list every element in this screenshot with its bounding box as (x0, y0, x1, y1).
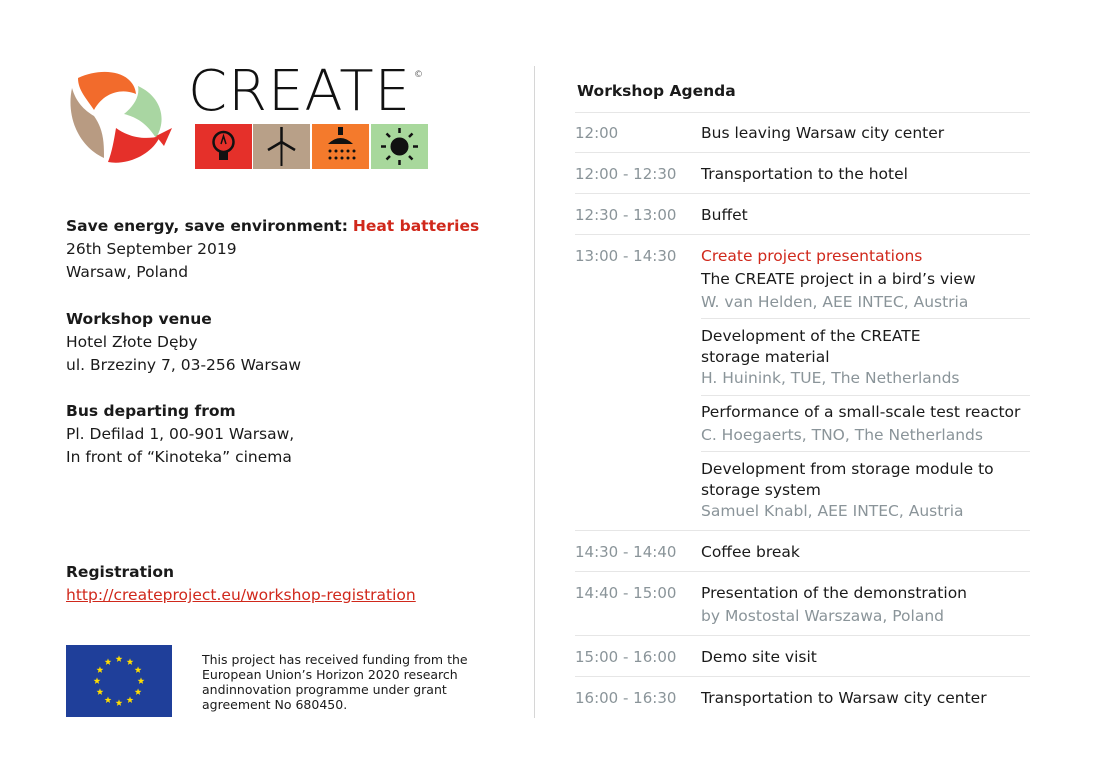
agenda-item-title: Buffet (701, 206, 748, 224)
eu-star (135, 666, 142, 673)
venue-line1: Hotel Złote Dęby (66, 333, 198, 351)
eu-star (138, 677, 145, 684)
registration-link[interactable]: http://createproject.eu/workshop-registration (66, 586, 416, 604)
agenda-time: 14:30 - 14:40 (575, 543, 677, 561)
agenda-rule (575, 152, 1030, 153)
agenda-item-title: Bus leaving Warsaw city center (701, 124, 945, 142)
eu-star (135, 688, 142, 695)
event-info (66, 215, 506, 284)
agenda-item-title: Coffee break (701, 543, 800, 561)
eu-star (105, 696, 112, 703)
venue-line2: ul. Brzeziny 7, 03-256 Warsaw (66, 356, 302, 374)
create-logo-mark (64, 66, 176, 172)
agenda-time: 15:00 - 16:00 (575, 648, 677, 666)
eu-flag (66, 645, 172, 717)
shower-icon (312, 124, 369, 169)
registration-heading: Registration (66, 563, 175, 581)
agenda-rule (575, 676, 1030, 677)
event-title-highlight: Heat batteries (352, 217, 480, 235)
event-date: 26th September 2019 (66, 240, 237, 258)
agenda-rule (575, 530, 1030, 531)
eu-star (97, 666, 104, 673)
column-divider (534, 66, 535, 718)
agenda-rule (575, 234, 1030, 235)
eu-star (127, 696, 134, 703)
agenda-rule (701, 395, 1030, 396)
bus-section (66, 400, 506, 469)
bulb-icon (195, 124, 252, 169)
agenda-time: 16:00 - 16:30 (575, 689, 677, 707)
agenda-rule-1 (575, 112, 1030, 113)
agenda-session-title: Create project presentations (701, 247, 923, 265)
talk-speaker: Samuel Knabl, AEE INTEC, Austria (701, 502, 964, 520)
bus-line2: In front of “Kinoteka” cinema (66, 448, 292, 466)
agenda-item-speaker: by Mostostal Warszawa, Poland (701, 607, 945, 625)
talk-title: Development from storage module to storage system (701, 460, 994, 499)
talk-title: Development of the CREATE storage material (701, 327, 921, 366)
agenda-rule (575, 571, 1030, 572)
bus-line1: Pl. Defilad 1, 00-901 Warsaw, (66, 425, 295, 443)
event-title: Save energy, save environment: Heat batteries (66, 217, 480, 235)
agenda-item-title: Transportation to Warsaw city center (701, 689, 987, 707)
eu-star (105, 658, 112, 665)
agenda-item-title: Transportation to the hotel (701, 165, 908, 183)
agenda-item-title: Demo site visit (701, 648, 817, 666)
agenda-time: 13:00 - 14:30 (575, 247, 677, 265)
agenda-rule (575, 635, 1030, 636)
registration-section (66, 561, 506, 607)
eu-star (97, 688, 104, 695)
wind-turbine-icon (253, 124, 310, 169)
copyright-mark: © (414, 70, 423, 80)
venue-heading: Workshop venue (66, 310, 212, 328)
talk-title: The CREATE project in a bird’s view (701, 270, 976, 288)
agenda-item-title: Presentation of the demonstration (701, 584, 967, 602)
funding-text: This project has received funding from the European Union’s Horizon 2020 research andinnovation programme under grant agreement No 680450. (202, 652, 468, 712)
create-logo (64, 66, 176, 172)
talk-speaker: H. Huinink, TUE, The Netherlands (701, 369, 960, 387)
agenda-rule (701, 318, 1030, 319)
agenda-title: Workshop Agenda (577, 82, 736, 100)
agenda-rule (575, 193, 1030, 194)
eu-star (94, 677, 101, 684)
logo-wordmark: CREATE (188, 59, 411, 124)
agenda-rule (701, 451, 1030, 452)
eu-stars-icon (66, 645, 172, 717)
eu-star (116, 655, 123, 662)
eu-star (116, 699, 123, 706)
agenda-time: 12:30 - 13:00 (575, 206, 677, 224)
event-location: Warsaw, Poland (66, 263, 189, 281)
talk-speaker: W. van Helden, AEE INTEC, Austria (701, 293, 969, 311)
talk-title: Performance of a small-scale test reactor (701, 403, 1021, 421)
bus-heading: Bus departing from (66, 402, 236, 420)
agenda-time: 12:00 (575, 124, 619, 142)
sun-icon (371, 124, 428, 169)
venue-section (66, 308, 506, 377)
talk-speaker: C. Hoegaerts, TNO, The Netherlands (701, 426, 983, 444)
agenda-time: 12:00 - 12:30 (575, 165, 677, 183)
eu-star (127, 658, 134, 665)
agenda-time: 14:40 - 15:00 (575, 584, 677, 602)
